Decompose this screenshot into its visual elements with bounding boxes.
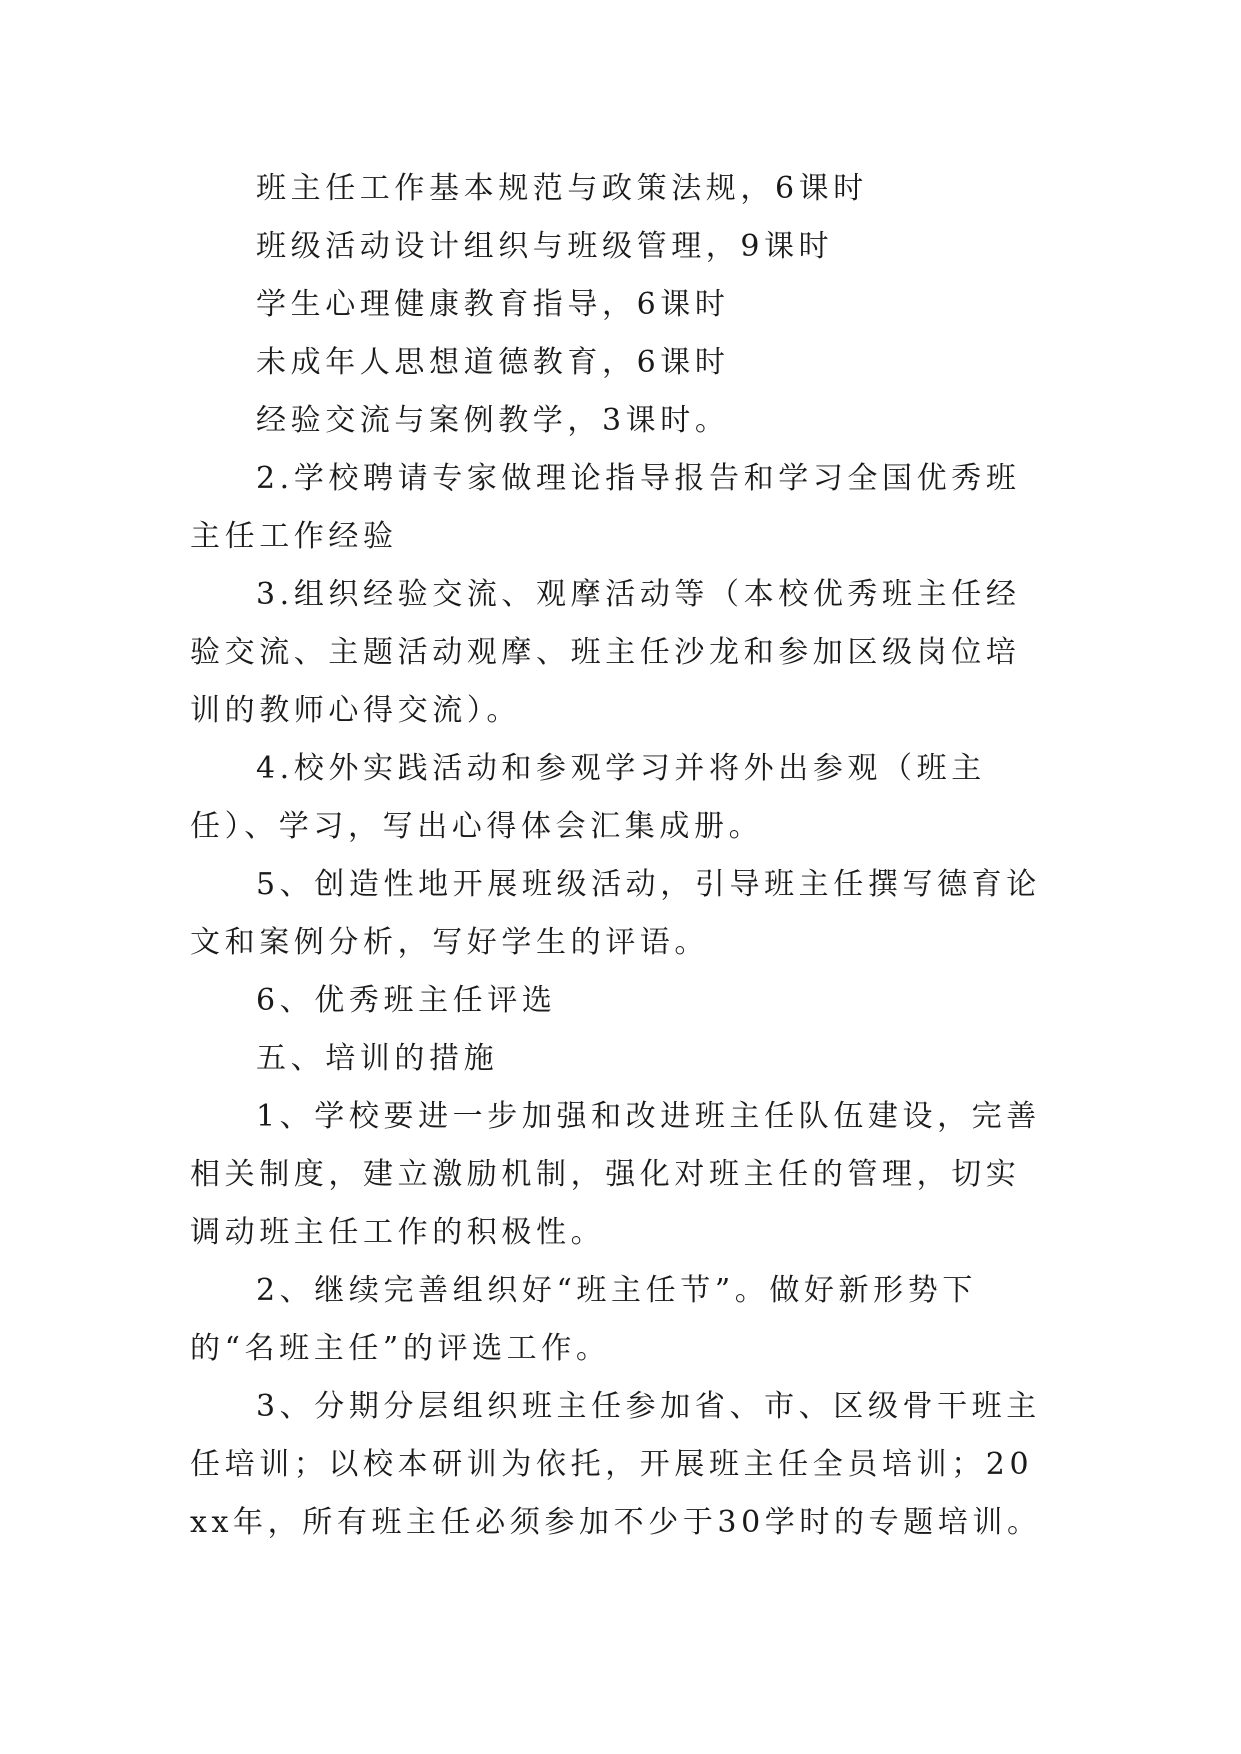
paragraph-practice-visits: 4.校外实践活动和参观学习并将外出参观（班主任）、学习，写出心得体会汇集成册。 bbox=[190, 751, 986, 844]
paragraph-measure-1: 1、学校要进一步加强和改进班主任队伍建设，完善相关制度，建立激励机制，强化对班主任的管理，切实调动班主任工作的积极性。 bbox=[190, 1099, 1041, 1250]
paragraph-measure-3: 3、分期分层组织班主任参加省、市、区级骨干班主任培训；以校本研训为依托，开展班主任全员培训；20xx年，所有班主任必须参加不少于30学时的专题培训。 bbox=[190, 1389, 1042, 1540]
paragraph-experience-exchange: 3.组织经验交流、观摩活动等（本校优秀班主任经验交流、主题活动观摩、班主任沙龙和参加区级岗位培训的教师心得交流）。 bbox=[190, 577, 1021, 728]
course-line-moral-education: 未成年人思想道德教育，6课时 bbox=[256, 345, 730, 380]
paragraph-expert-reports: 2.学校聘请专家做理论指导报告和学习全国优秀班主任工作经验 bbox=[190, 461, 1021, 554]
paragraph-class-activities: 5、创造性地开展班级活动，引导班主任撰写德育论文和案例分析，写好学生的评语。 bbox=[190, 867, 1041, 960]
course-line-class-activities: 班级活动设计组织与班级管理，9课时 bbox=[256, 229, 834, 264]
section-heading-measures: 五、培训的措施 bbox=[256, 1041, 499, 1076]
course-line-case-teaching: 经验交流与案例教学，3课时。 bbox=[256, 403, 730, 438]
document-body bbox=[190, 160, 1050, 1552]
course-line-regulations: 班主任工作基本规范与政策法规，6课时 bbox=[256, 171, 868, 206]
paragraph-measure-2: 2、继续完善组织好“班主任节”。做好新形势下的“名班主任”的评选工作。 bbox=[190, 1273, 977, 1366]
course-line-mental-health: 学生心理健康教育指导，6课时 bbox=[256, 287, 730, 322]
paragraph-teacher-evaluation: 6、优秀班主任评选 bbox=[256, 983, 557, 1018]
